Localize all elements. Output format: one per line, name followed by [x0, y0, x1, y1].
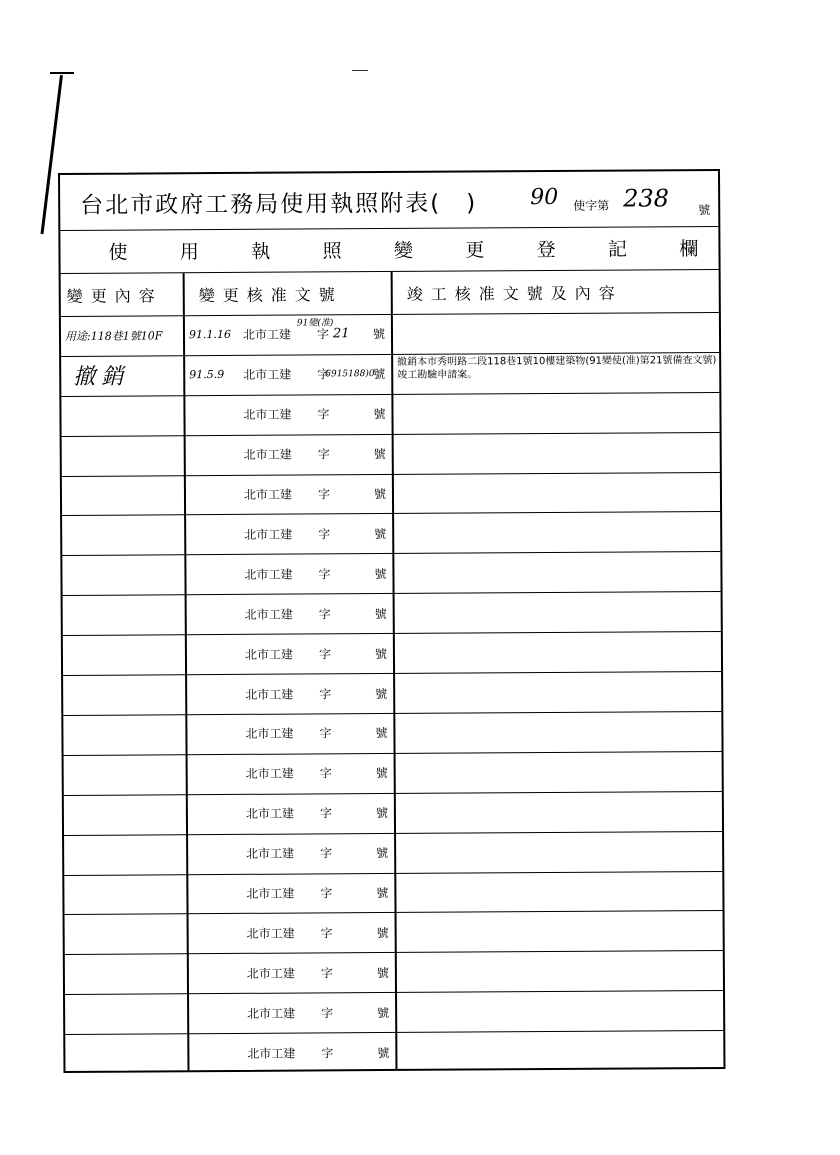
change-content-cell	[67, 674, 183, 715]
section-title-char: 變	[393, 239, 414, 262]
ref-prefix: 北市工建	[246, 886, 295, 901]
change-content-cell: 用途:118巷1號10F	[64, 329, 163, 343]
change-content-cell	[69, 914, 185, 955]
completion-content-cell	[401, 910, 721, 954]
header-approval-ref: 變更核准文號	[198, 284, 343, 305]
change-content-cell	[66, 555, 182, 596]
ref-hao: 號	[374, 566, 387, 581]
table-row	[63, 711, 721, 756]
ref-zi: 字	[317, 487, 331, 502]
ref-hao: 號	[373, 407, 386, 422]
ref-zi: 字	[318, 607, 331, 622]
change-content-cell	[69, 954, 185, 995]
ref-prefix: 北市工建	[246, 966, 295, 981]
completion-content-cell	[400, 831, 720, 875]
ref-hao: 號	[376, 965, 389, 980]
approval-ref-cell	[189, 593, 389, 634]
form-title: 台北市政府工務局使用執照附表( )	[80, 190, 478, 219]
ref-zi: 字	[318, 527, 331, 542]
ref-zi: 字	[316, 327, 330, 342]
approval-ref-cell	[187, 314, 387, 355]
table-row	[65, 950, 723, 995]
ref-hao: 號	[377, 1045, 390, 1060]
section-title-char: 使	[108, 241, 128, 264]
license-annex-form	[58, 169, 725, 1073]
ref-zi: 字	[320, 966, 333, 981]
approval-ref-cell	[187, 354, 387, 395]
approval-ref-cell	[188, 513, 388, 554]
change-content-cell	[67, 595, 183, 636]
table-row	[62, 551, 720, 596]
completion-content-cell	[399, 671, 719, 715]
table-row	[64, 791, 722, 836]
ref-zi: 字	[317, 407, 330, 422]
ref-hao: 號	[373, 487, 387, 502]
ref-hao: 號	[375, 806, 388, 821]
section-title-char: 照	[322, 240, 342, 263]
ref-zi: 字	[317, 447, 330, 462]
ref-hao: 號	[376, 886, 389, 901]
change-content-cell: 撤銷	[73, 364, 130, 391]
table-row	[63, 671, 721, 716]
table-row	[64, 871, 722, 916]
completion-content-cell	[399, 631, 719, 675]
ref-zi: 字	[319, 686, 332, 701]
license-suffix: 號	[698, 203, 711, 218]
ref-prefix: 北市工建	[246, 926, 295, 941]
table-row	[65, 1030, 723, 1074]
change-content-cell	[68, 794, 184, 835]
ref-hao: 號	[374, 646, 388, 661]
completion-content-cell	[398, 511, 718, 555]
ref-zi: 字	[318, 567, 331, 582]
section-title-char: 用	[179, 241, 199, 264]
handwritten-ref-word: 91變(准)	[296, 318, 334, 329]
ref-zi: 字	[321, 1006, 334, 1021]
table-row	[65, 910, 723, 955]
completion-content-cell: 撤銷本市秀明路二段118巷1號10樓建築物(91變使(准)第21號備查文號)竣工勘驗申請案。	[397, 354, 717, 381]
section-title-char: 執	[251, 240, 271, 263]
approval-ref-cell	[188, 553, 388, 594]
section-title-char: 記	[607, 238, 628, 261]
ref-hao: 號	[377, 1005, 390, 1020]
pen-mark-dash	[352, 70, 368, 71]
ref-prefix: 北市工建	[244, 647, 294, 662]
completion-content-cell	[398, 432, 718, 476]
change-content-cell	[66, 475, 182, 516]
approval-ref-cell	[189, 713, 389, 754]
table-row	[61, 392, 719, 437]
pen-mark-hook	[50, 72, 74, 74]
ref-zi: 字	[319, 806, 332, 821]
ref-zi: 字	[320, 886, 333, 901]
ref-prefix: 北市工建	[244, 607, 293, 622]
license-prefix: 使字第	[573, 198, 610, 213]
change-content-cell	[68, 754, 184, 795]
ref-hao: 號	[373, 447, 386, 462]
handwritten-ref-number: 21	[332, 326, 350, 342]
section-title-char: 欄	[679, 238, 699, 261]
approval-ref-cell	[190, 793, 390, 834]
ref-prefix: 北市工建	[245, 766, 294, 782]
header-completion-ref: 竣工核准文號及內容	[406, 283, 623, 304]
table-row	[65, 990, 723, 1035]
completion-content-cell	[401, 1030, 721, 1074]
table-row	[62, 511, 720, 556]
approval-ref-cell	[188, 434, 388, 475]
table-row	[64, 751, 722, 796]
handwritten-date: 91.1.16	[188, 328, 232, 342]
ref-prefix: 北市工建	[245, 687, 294, 702]
ref-zi: 字	[320, 846, 333, 861]
section-title-char: 更	[465, 239, 485, 262]
approval-ref-cell	[190, 873, 390, 914]
ref-zi: 字	[318, 646, 332, 662]
ref-hao: 號	[374, 526, 387, 542]
ref-prefix: 北市工建	[247, 1046, 296, 1061]
approval-ref-cell	[190, 833, 390, 874]
completion-content-cell	[399, 711, 719, 755]
completion-content-cell	[400, 791, 720, 835]
change-content-cell	[65, 395, 181, 436]
ref-prefix: 北市工建	[245, 727, 294, 742]
ref-zi: 字	[320, 926, 333, 941]
change-content-cell	[69, 1033, 185, 1074]
table-row	[61, 312, 719, 357]
header-change-content: 變更內容	[66, 285, 163, 306]
ref-hao: 號	[374, 606, 387, 621]
ref-zi: 字	[317, 367, 330, 382]
handwritten-year: 90	[530, 184, 559, 211]
completion-content-cell	[401, 990, 721, 1034]
approval-ref-cell	[191, 912, 391, 953]
ref-prefix: 北市工建	[247, 1006, 296, 1021]
change-content-cell	[67, 634, 183, 675]
handwritten-ref-number: 6915188)0	[325, 368, 375, 380]
ref-hao: 號	[376, 925, 389, 941]
ref-hao: 號	[375, 726, 388, 741]
ref-zi: 字	[319, 766, 332, 781]
table-row	[61, 352, 719, 397]
completion-content-cell	[397, 312, 717, 356]
ref-prefix: 北市工建	[246, 846, 295, 861]
completion-content-cell	[397, 392, 717, 436]
completion-content-cell	[401, 950, 721, 994]
handwritten-date: 91.5.9	[189, 368, 225, 382]
completion-content-cell	[398, 472, 718, 516]
ref-hao: 號	[373, 367, 386, 382]
ref-prefix: 北市工建	[245, 806, 294, 822]
approval-ref-cell	[191, 1032, 391, 1073]
table-row	[63, 591, 721, 636]
change-content-cell	[66, 515, 182, 556]
section-title-char: 登	[536, 238, 556, 262]
change-content-cell	[67, 714, 183, 755]
ref-hao: 號	[372, 327, 386, 342]
approval-ref-cell	[190, 753, 390, 794]
section-title-row	[60, 226, 718, 274]
approval-ref-cell	[191, 952, 391, 993]
completion-content-cell	[398, 551, 718, 595]
ref-hao: 號	[375, 686, 388, 701]
table-row	[62, 472, 720, 517]
ref-hao: 號	[376, 846, 389, 861]
completion-content-cell	[400, 751, 720, 795]
ref-zi: 字	[319, 726, 332, 741]
table-row	[64, 831, 722, 876]
ref-zi: 字	[321, 1045, 334, 1061]
ref-prefix: 北市工建	[242, 328, 292, 343]
ref-prefix: 北市工建	[243, 407, 292, 423]
ref-prefix: 北市工建	[244, 567, 293, 582]
ref-hao: 號	[375, 766, 388, 781]
title-row	[60, 171, 718, 231]
approval-ref-cell	[188, 474, 388, 515]
approval-ref-cell	[187, 394, 387, 435]
completion-content-cell	[399, 591, 719, 635]
change-content-cell	[68, 874, 184, 915]
change-content-cell	[69, 994, 185, 1035]
ref-prefix: 北市工建	[243, 487, 293, 502]
change-content-cell	[68, 834, 184, 875]
approval-ref-cell	[189, 633, 389, 674]
change-content-cell	[66, 435, 182, 476]
ref-prefix: 北市工建	[244, 527, 293, 542]
handwritten-license-number: 238	[623, 184, 670, 213]
table-row	[63, 631, 721, 676]
approval-ref-cell	[189, 673, 389, 714]
table-row	[62, 432, 720, 477]
completion-content-cell	[400, 871, 720, 915]
ref-prefix: 北市工建	[243, 447, 292, 462]
ref-prefix: 北市工建	[243, 367, 292, 383]
approval-ref-cell	[191, 992, 391, 1033]
